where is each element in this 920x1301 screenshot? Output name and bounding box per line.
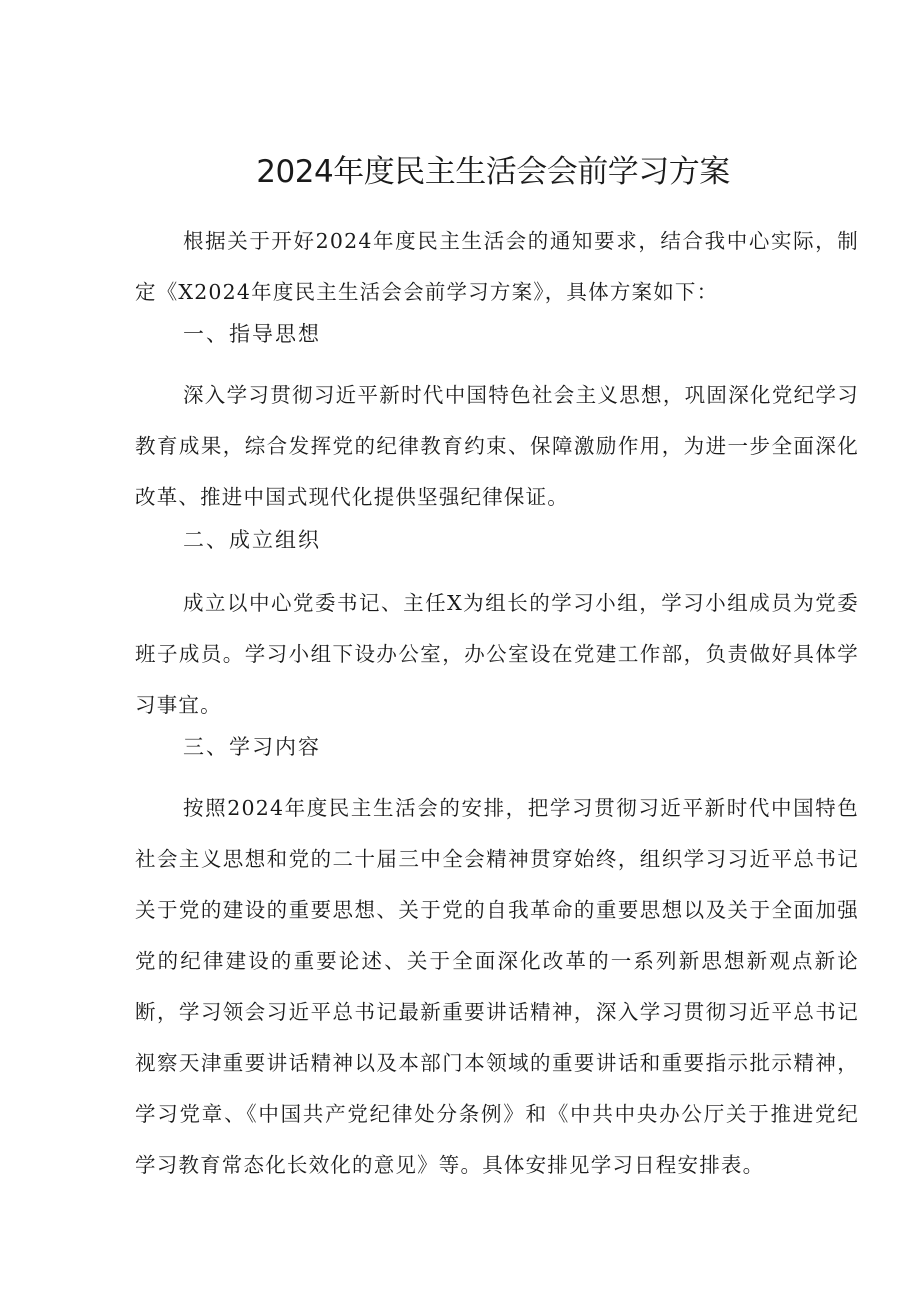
section-heading-study-content: 三、学习内容	[183, 735, 321, 759]
section-body-guiding-ideology: 深入学习贯彻习近平新时代中国特色社会主义思想，巩固深化党纪学习教育成果，综合发挥党的纪律教育约束、保障激励作用，为进一步全面深化改革、推进中国式现代化提供坚强纪律保证。	[135, 383, 859, 509]
section-body-organization: 成立以中心党委书记、主任X为组长的学习小组，学习小组成员为党委班子成员。学习小组下设办公室，办公室设在党建工作部，负责做好具体学习事宜。	[135, 591, 859, 717]
intro-paragraph: 根据关于开好2024年度民主生活会的通知要求，结合我中心实际，制定《X2024年度民主生活会会前学习方案》，具体方案如下：	[135, 229, 859, 304]
document-title: 2024年度民主生活会会前学习方案	[256, 154, 730, 190]
section-heading-guiding-ideology: 一、指导思想	[183, 322, 321, 346]
section-heading-organization: 二、成立组织	[183, 528, 321, 552]
section-body-study-content: 按照2024年度民主生活会的安排，把学习贯彻习近平新时代中国特色社会主义思想和党的二十届三中全会精神贯穿始终，组织学习习近平总书记关于党的建设的重要思想、关于党的自我革命的重要思想以及关于全面加强党的纪律建设的重要论述、关于全面深化改革的一系列新思想新观点新论断，学习领会习近平总书记最新重要讲话精神，深入学习贯彻习近平总书记视察天津重要讲话精神以及本部门本领域的重要讲话和重要指示批示精神，学习党章、《中国共产党纪律处分条例》和《中共中央办公厅关于推进党纪学习教育常态化长效化的意见》等。具体安排见学习日程安排表。	[135, 796, 859, 1177]
